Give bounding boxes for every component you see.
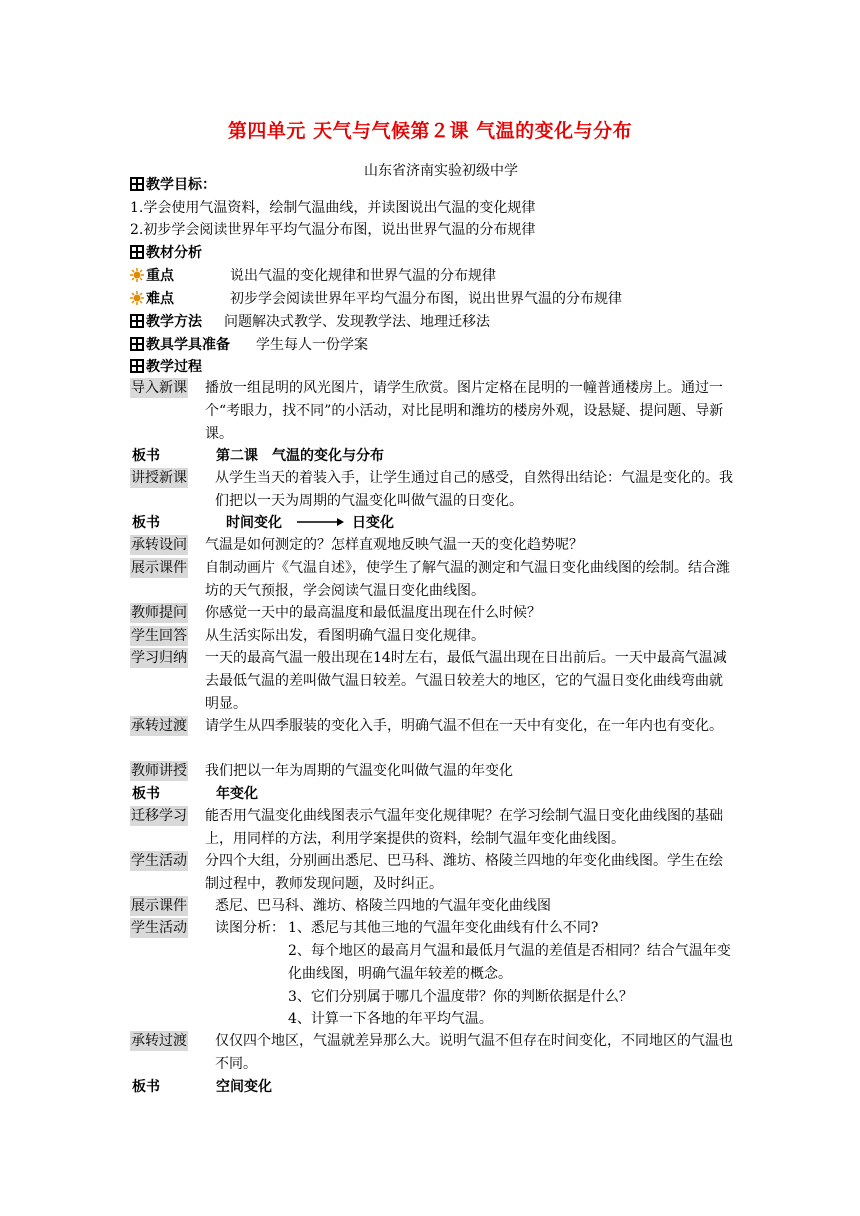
step-label: 板书 [132,448,160,464]
goals-heading: 教学目标： [146,177,216,193]
step-text: 分四个大组，分别画出悉尼、巴马科、潍坊、格陵兰四地的年变化曲线图。学生在绘制过程中，教师发现问题，及时纠正。 [205,853,723,892]
analysis-heading: 教材分析 [146,245,202,261]
step-label: 承转设问 [131,537,187,553]
sun-icon [130,291,144,305]
step-text: 你感觉一天中的最高温度和最低温度出现在什么时候？ [205,605,541,621]
school-name: 山东省济南实验初级中学 [364,163,518,179]
step-text: 第二课 气温的变化与分布 [216,448,384,464]
difficulty-row [130,288,740,310]
step-label: 展示课件 [131,560,187,576]
step-label: 板书 [132,786,160,802]
method-text: 问题解决式教学、发现教学法、地理迁移法 [224,314,490,330]
step-text: 读图分析： [215,920,285,936]
step-text: 能否用气温变化曲线图表示气温年变化规律呢？在学习绘制气温日变化曲线图的基础上，用同样的方法，利用学案提供的资料，绘制气温年变化曲线图。 [205,808,723,847]
step-label: 学生活动 [131,853,187,869]
step-label: 教师讲授 [131,763,187,779]
difficulty-text: 初步学会阅读世界年平均气温分布图，说出世界气温的分布规律 [230,291,622,307]
square-bullet-icon [130,337,144,351]
step-label: 学生活动 [131,920,187,936]
step-label: 承转过渡 [131,718,187,734]
time-change-text: 时间变化 [226,515,282,531]
key-point-text: 说出气温的变化规律和世界气温的分布规律 [230,268,496,284]
analysis-heading-row [130,242,740,264]
sun-icon [130,268,144,282]
step-label: 板书 [132,515,160,531]
step-label: 展示课件 [131,898,187,914]
method-row [130,311,740,333]
step-text: 一天的最高气温一般出现在14时左右，最低气温出现在日出前后。一天中最高气温减去最低气温的差叫做气温日较差。气温日较差大的地区，它的气温日变化曲线弯曲就明显。 [205,650,727,712]
tools-row [130,334,740,356]
step-text: 我们把以一年为周期的气温变化叫做气温的年变化 [205,763,513,779]
arrow-right-icon [297,514,345,534]
key-point-row [130,265,740,287]
step-text: 请学生从四季服装的变化入手，明确气温不但在一天中有变化，在一年内也有变化。 [205,718,723,734]
method-label: 教学方法 [146,314,202,330]
question-item: 3、它们分别属于哪几个温度带？你的判断依据是什么？ [288,989,633,1005]
step-label: 迁移学习 [131,808,187,824]
daily-change-text: 日变化 [352,515,394,531]
difficulty-label: 难点 [146,291,174,307]
process-heading-row [130,356,740,378]
goal-item: 2.初步学会阅读世界年平均气温分布图，说出世界气温的分布规律 [130,222,536,238]
key-point-label: 重点 [146,268,174,284]
goal-item: 1.学会使用气温资料，绘制气温曲线，并读图说出气温的变化规律 [130,200,536,216]
step-label: 承转过渡 [131,1033,187,1049]
tools-text: 学生每人一份学案 [256,337,368,353]
square-bullet-icon [130,177,144,191]
step-text: 播放一组昆明的风光图片，请学生欣赏。图片定格在昆明的一幢普通楼房上。通过一个“考眼力，找不同”的小活动，对比昆明和潍坊的楼房外观，设悬疑、提问题、导新课。 [205,380,724,442]
question-item: 1、悉尼与其他三地的气温年变化曲线有什么不同? [288,920,599,936]
page-title: 第四单元 天气与气候第２课 气温的变化与分布 [227,120,633,142]
step-label: 板书 [132,1079,160,1095]
step-text: 从学生当天的着装入手，让学生通过自己的感受，自然得出结论：气温是变化的。我们把以一天为周期的气温变化叫做气温的日变化。 [215,470,733,509]
square-bullet-icon [130,359,144,373]
step-label: 学生回答 [131,628,187,644]
square-bullet-icon [130,314,144,328]
tools-label: 教具学具准备 [146,337,230,353]
step-text: 气温是如何测定的？怎样直观地反映气温一天的变化趋势呢？ [205,537,583,553]
step-label: 讲授新课 [131,470,187,486]
question-item: 2、每个地区的最高月气温和最低月气温的差值是否相同？结合气温年变化曲线图，明确气温年较差的概念。 [288,943,731,982]
process-heading: 教学过程 [146,359,202,375]
step-text: 自制动画片《气温自述》，使学生了解气温的测定和气温日变化曲线图的绘制。结合潍坊的天气预报，学会阅读气温日变化曲线图。 [205,560,730,599]
question-item: 4、计算一下各地的年平均气温。 [288,1011,493,1027]
step-label: 导入新课 [131,380,187,396]
goals-heading-row [130,174,740,196]
step-label: 学习归纳 [131,650,187,666]
square-bullet-icon [130,245,144,259]
step-text: 从生活实际出发，看图明确气温日变化规律。 [205,628,485,644]
step-text: 年变化 [216,786,258,802]
step-text: 仅仅四个地区，气温就差异那么大。说明气温不但存在时间变化，不同地区的气温也不同。 [215,1033,733,1072]
step-text: 悉尼、巴马科、潍坊、格陵兰四地的气温年变化曲线图 [215,898,551,914]
step-label: 教师提问 [131,605,187,621]
step-text: 空间变化 [216,1079,272,1095]
